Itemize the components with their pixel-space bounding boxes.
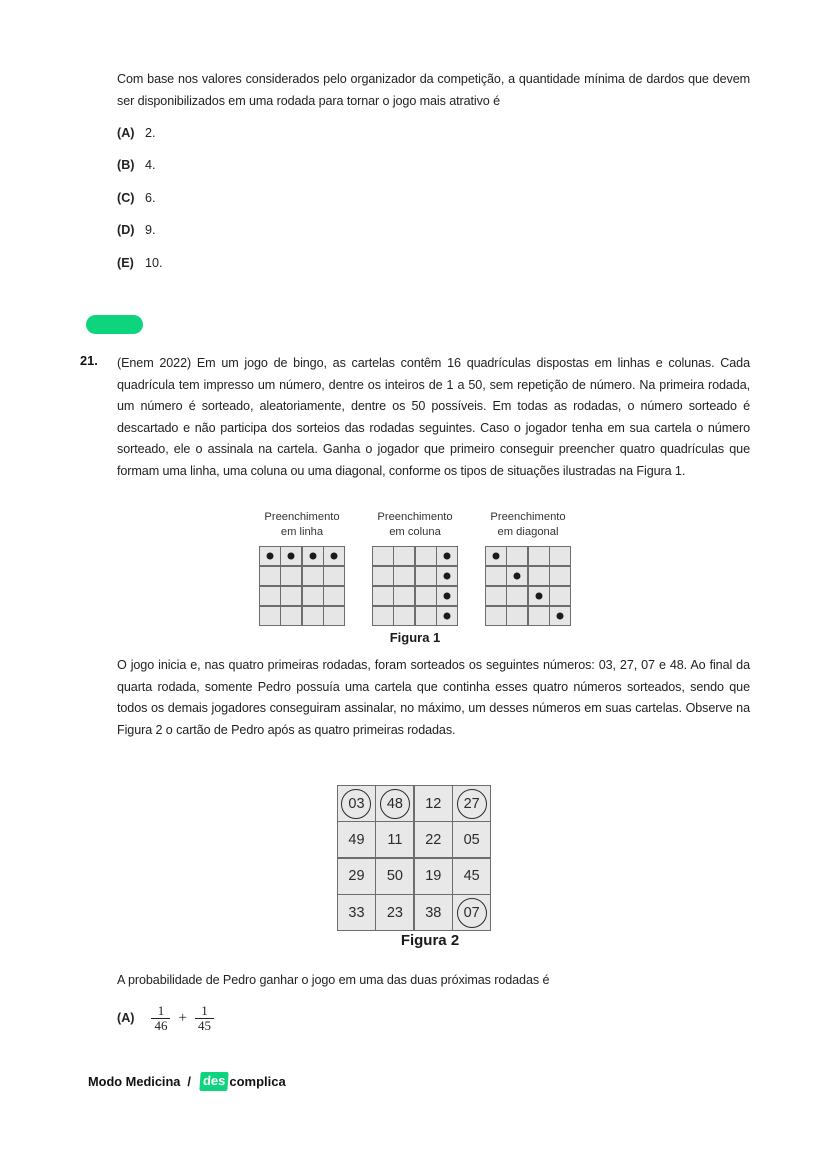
grid-cell-marked xyxy=(260,547,280,565)
fraction-one xyxy=(151,1004,170,1032)
plus-operator: + xyxy=(178,1009,187,1026)
alternative-letter: (A) xyxy=(117,1011,135,1026)
grid-cell xyxy=(260,607,280,625)
alternative-text: 10. xyxy=(145,256,163,270)
fraction-numerator: 1 xyxy=(201,1003,208,1018)
card-cell xyxy=(376,895,413,930)
grid-cell xyxy=(416,547,436,565)
grid-cell xyxy=(281,587,301,605)
final-question-prompt: A probabilidade de Pedro ganhar o jogo em uma das duas próximas rodadas é xyxy=(117,973,550,987)
bingo-grid-coluna xyxy=(372,546,458,626)
alternative-row-a-fraction[interactable] xyxy=(117,1004,217,1032)
grid-cell xyxy=(324,607,344,625)
grid-cell xyxy=(507,547,527,565)
fraction-numerator: 1 xyxy=(157,1003,165,1018)
card-cell-marked xyxy=(453,895,490,930)
figure1-panel-title xyxy=(476,510,580,540)
card-cell-value: 49 xyxy=(348,831,365,848)
grid-cell-marked xyxy=(529,587,549,605)
grid-cell-marked xyxy=(437,547,457,565)
bingo-grid-linha xyxy=(259,546,345,626)
card-cell-value: 45 xyxy=(463,868,480,885)
figure1-panel-coluna xyxy=(363,510,467,626)
grid-cell xyxy=(303,607,323,625)
grid-cell xyxy=(416,567,436,585)
alternative-row-b[interactable] xyxy=(117,157,156,173)
card-cell xyxy=(415,822,452,857)
grid-cell xyxy=(281,567,301,585)
grid-cell-marked xyxy=(437,567,457,585)
grid-cell xyxy=(550,587,570,605)
grid-cell xyxy=(394,567,414,585)
grid-cell xyxy=(507,607,527,625)
card-cell xyxy=(415,895,452,930)
question-number: 21. xyxy=(80,353,98,368)
panel-title-line1: Preenchimento xyxy=(377,511,453,523)
card-cell-value: 29 xyxy=(348,868,365,885)
card-cell xyxy=(453,859,490,894)
card-cell-value: 22 xyxy=(425,831,442,848)
card-cell-value: 03 xyxy=(348,795,365,812)
alternative-letter: (C) xyxy=(117,191,135,205)
alternative-letter: (A) xyxy=(117,126,135,140)
footer xyxy=(88,1072,286,1091)
grid-cell xyxy=(507,587,527,605)
grid-cell xyxy=(486,567,506,585)
grid-cell xyxy=(394,547,414,565)
grid-cell xyxy=(394,587,414,605)
question-statement: (Enem 2022) Em um jogo de bingo, as cartelas contêm 16 quadrículas dispostas em linhas e colunas. Cada quadrícula tem impresso um número, dentre os inteiros de 1 a 50, sem repetição de número. Na primeira rodada, um número é sorteado, aleatoriamente, dentre os 50 possíveis. Em todas as rodadas, o número sorteado é descartado e não participa dos sorteios das rodadas seguintes. Caso o jogador tenha em sua cartela o número sorteado, ele o assinala na cartela. Ganha o jogador que primeiro conseguir preencher quatro quadrículas que formam uma linha, uma coluna ou uma diagonal, conforme os tipos de situações ilustradas na Figura 1. xyxy=(117,356,750,478)
card-cell-value: 19 xyxy=(425,868,442,885)
card-cell xyxy=(338,859,375,894)
card-cell-marked xyxy=(338,786,375,821)
panel-title-line1: Preenchimento xyxy=(490,511,566,523)
alternative-text: 4. xyxy=(145,158,156,172)
grid-cell xyxy=(550,547,570,565)
figure-2-caption: Figura 2 xyxy=(400,932,460,949)
figure1-panel-diagonal xyxy=(476,510,580,626)
figure1-panel-linha xyxy=(250,510,354,626)
alternative-row-a[interactable] xyxy=(117,125,156,141)
card-cell-marked xyxy=(453,786,490,821)
grid-cell xyxy=(303,587,323,605)
grid-cell xyxy=(373,607,393,625)
grid-cell xyxy=(416,607,436,625)
panel-title-line2: em linha xyxy=(280,526,324,538)
card-cell xyxy=(415,859,452,894)
grid-cell xyxy=(529,567,549,585)
alternative-letter: (B) xyxy=(117,158,135,172)
fraction-two xyxy=(195,1004,214,1032)
card-cell-value: 33 xyxy=(348,904,365,921)
grid-cell-marked xyxy=(437,587,457,605)
grid-cell-marked xyxy=(303,547,323,565)
alternative-row-c[interactable] xyxy=(117,190,156,206)
grid-cell-marked xyxy=(437,607,457,625)
logo-mark: des xyxy=(199,1072,229,1091)
card-cell-value: 12 xyxy=(425,795,442,812)
panel-title-line2: em coluna xyxy=(389,526,441,538)
card-cell xyxy=(376,859,413,894)
card-cell xyxy=(415,786,452,821)
grid-cell xyxy=(281,607,301,625)
grid-cell xyxy=(529,547,549,565)
grid-cell xyxy=(373,567,393,585)
card-cell-value: 27 xyxy=(463,795,480,812)
grid-cell xyxy=(486,587,506,605)
figure-2-bingo-card xyxy=(337,785,491,931)
card-cell-marked xyxy=(376,786,413,821)
card-cell-value: 23 xyxy=(386,904,403,921)
grid-cell xyxy=(324,587,344,605)
card-cell xyxy=(376,822,413,857)
footer-separator: / xyxy=(187,1073,191,1089)
panel-title-line2: em diagonal xyxy=(497,526,559,538)
card-cell-value: 48 xyxy=(386,795,403,812)
alternative-letter: (D) xyxy=(117,223,135,237)
grid-cell xyxy=(529,607,549,625)
alternative-row-d[interactable] xyxy=(117,222,156,238)
grid-cell xyxy=(486,607,506,625)
alternative-row-e[interactable] xyxy=(117,255,163,271)
logo-wordmark: complica xyxy=(229,1073,286,1089)
grid-cell-marked xyxy=(324,547,344,565)
grid-cell-marked xyxy=(550,607,570,625)
grid-cell xyxy=(373,547,393,565)
grid-cell xyxy=(416,587,436,605)
previous-question-stem: Com base nos valores considerados pelo organizador da competição, a quantidade mínima de dardos que devem ser disponibilizados em uma rodada para tornar o jogo mais atrativo é xyxy=(117,72,750,108)
panel-title-line1: Preenchimento xyxy=(264,511,340,523)
grid-cell xyxy=(324,567,344,585)
grid-cell xyxy=(394,607,414,625)
alternative-text: 9. xyxy=(145,223,156,237)
card-cell-value: 07 xyxy=(463,904,480,921)
grid-cell-marked xyxy=(486,547,506,565)
card-cell-value: 05 xyxy=(463,831,480,848)
card-cell-value: 11 xyxy=(387,831,403,848)
grid-cell xyxy=(550,567,570,585)
descomplica-logo xyxy=(200,1072,286,1091)
green-highlight-pill xyxy=(86,315,143,334)
alternative-letter: (E) xyxy=(117,256,134,270)
card-cell-value: 38 xyxy=(425,904,442,921)
brand-name: Modo Medicina xyxy=(88,1073,181,1089)
grid-cell xyxy=(373,587,393,605)
figure1-panel-title xyxy=(250,510,354,540)
card-cell xyxy=(453,822,490,857)
grid-cell-marked xyxy=(281,547,301,565)
card-cell xyxy=(338,895,375,930)
grid-cell xyxy=(260,587,280,605)
grid-cell xyxy=(260,567,280,585)
card-cell-value: 50 xyxy=(386,868,403,885)
bingo-grid-diagonal xyxy=(485,546,571,626)
figure-1 xyxy=(250,510,580,650)
fraction-denominator: 46 xyxy=(151,1018,170,1033)
grid-cell-marked xyxy=(507,567,527,585)
alternative-text: 2. xyxy=(145,126,156,140)
grid-cell xyxy=(303,567,323,585)
figure1-panel-title xyxy=(363,510,467,540)
card-cell xyxy=(338,822,375,857)
alternative-text: 6. xyxy=(145,191,156,205)
question-statement-2: O jogo inicia e, nas quatro primeiras rodadas, foram sorteados os seguintes números: 03, 27, 07 e 48. Ao final da quarta rodada, somente Pedro possuía uma cartela que continha esses quatro números sorteados, sendo que todos os demais jogadores conseguiram assinalar, no máximo, um desses números em suas cartelas. Observe na Figura 2 o cartão de Pedro após as quatro primeiras rodadas. xyxy=(117,658,750,737)
fraction-denominator: 45 xyxy=(195,1018,214,1033)
figure-1-caption: Figura 1 xyxy=(389,630,441,645)
